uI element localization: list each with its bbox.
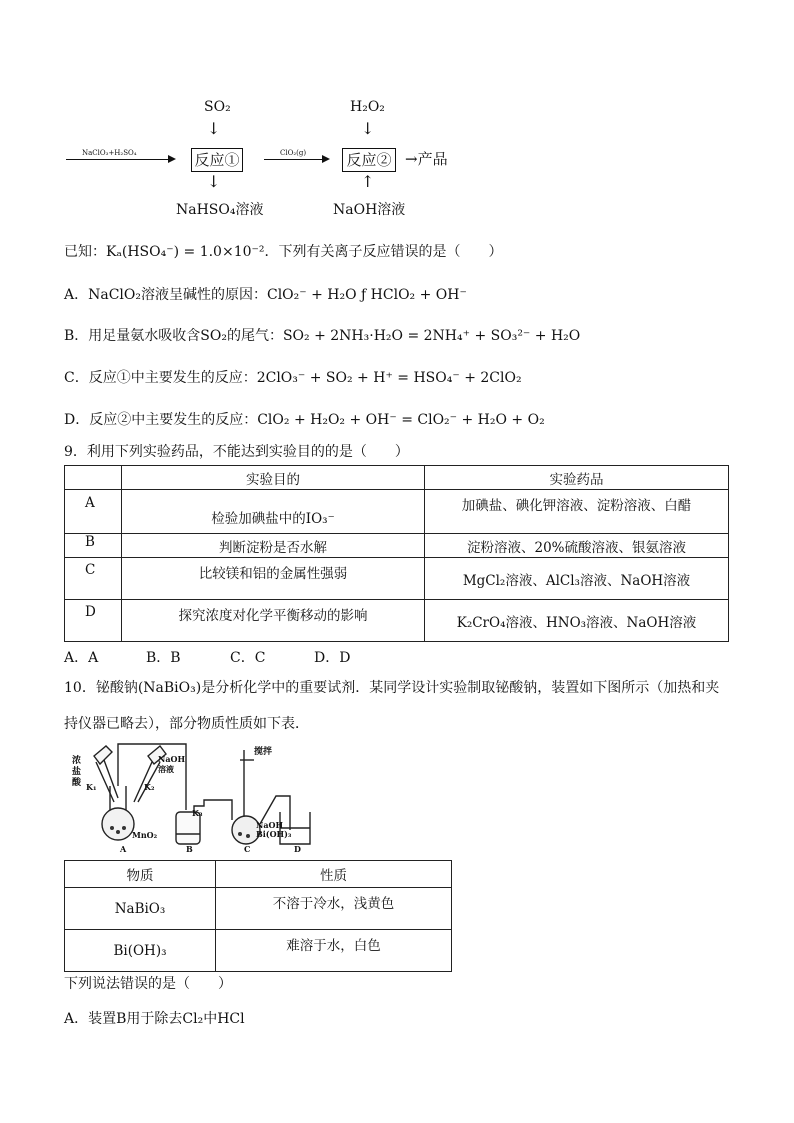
- row-reagents: 淀粉溶液、20%硫酸溶液、银氨溶液: [425, 534, 729, 558]
- reaction-box-1: 反应①: [191, 148, 243, 172]
- valve-k1: K₁: [86, 782, 97, 792]
- label-c: C: [244, 844, 251, 854]
- q10-properties-table: [64, 860, 452, 972]
- table-row: [65, 930, 452, 972]
- up-arrow-icon: ↑: [361, 172, 375, 191]
- label-naoh-1: NaOH: [158, 754, 186, 764]
- q9-answer-b: B．B: [146, 650, 181, 666]
- start-reagents-label: NaClO₃+H₂SO₄: [82, 149, 137, 157]
- arrow-line: [66, 159, 170, 160]
- property-cell: 难溶于水，白色: [216, 930, 452, 972]
- table-header-cell: 实验药品: [425, 466, 729, 490]
- q9-stem: 9．利用下列实验药品，不能达到实验目的的是（ ）: [64, 444, 409, 460]
- arrow-line: [264, 159, 324, 160]
- table-row: [65, 534, 729, 558]
- label-stir: 搅拌: [254, 747, 273, 757]
- q10-stem-line3: 下列说法错误的是（ ）: [64, 976, 232, 992]
- table-header-cell: 实验目的: [122, 466, 425, 490]
- label-acid: 酸: [72, 778, 82, 788]
- label-d: D: [294, 844, 301, 854]
- valve-k3: K₃: [192, 808, 203, 818]
- row-reagents: K₂CrO₄溶液、HNO₃溶液、NaOH溶液: [425, 600, 729, 642]
- label-bioh3: Bi(OH)₃: [256, 829, 292, 839]
- reaction-box-2: 反应②: [342, 148, 396, 172]
- q10-option-a: A．装置B用于除去Cl₂中HCl: [64, 1011, 245, 1027]
- product-label: →产品: [405, 150, 448, 168]
- row-purpose: 检验加碘盐中的IO₃⁻: [122, 490, 425, 534]
- label-conc: 浓: [72, 756, 82, 766]
- arrow-right-icon: [322, 155, 330, 163]
- q8-option-b: B．用足量氨水吸收含SO₂的尾气：SO₂ + 2NH₃·H₂O = 2NH₄⁺ + SO₃²⁻ + H₂O: [64, 328, 581, 344]
- label-b: B: [186, 844, 193, 854]
- clo2-gas-label: ClO₂(g): [280, 149, 307, 157]
- row-label: B: [65, 534, 122, 558]
- q10-stem-line2: 持仪器已略去），部分物质性质如下表．: [64, 716, 309, 732]
- q8-option-c: C．反应①中主要发生的反应：2ClO₃⁻ + SO₂ + H⁺ = HSO₄⁻ + 2ClO₂: [64, 370, 522, 386]
- reagent-so2: SO₂: [204, 99, 231, 115]
- label-mno2: MnO₂: [132, 830, 158, 840]
- q8-option-a: A．NaClO₂溶液呈碱性的原因：ClO₂⁻ + H₂O ƒ HClO₂ + OH⁻: [64, 287, 467, 303]
- q9-answer-c: C．C: [230, 650, 266, 666]
- valve-k2: K₂: [144, 782, 155, 792]
- row-purpose: 判断淀粉是否水解: [122, 534, 425, 558]
- table-row: [65, 558, 729, 600]
- substance-cell: NaBiO₃: [65, 888, 216, 930]
- down-arrow-icon: ↓: [207, 119, 221, 138]
- row-reagents: MgCl₂溶液、AlCl₃溶液、NaOH溶液: [425, 558, 729, 600]
- table-header-cell: 性质: [216, 861, 452, 888]
- q9-answer-d: D．D: [314, 650, 351, 666]
- down-arrow-icon: ↓: [207, 172, 221, 191]
- table-header-row: [65, 861, 452, 888]
- label-salt: 盐: [72, 767, 82, 777]
- label-a: A: [120, 844, 127, 854]
- row-purpose: 比较镁和铝的金属性强弱: [122, 558, 425, 600]
- row-label: D: [65, 600, 122, 642]
- table-row: [65, 490, 729, 534]
- known-condition: 已知：Kₐ(HSO₄⁻) = 1.0×10⁻²．下列有关离子反应错误的是（ ）: [64, 244, 503, 260]
- table-header-cell: 物质: [65, 861, 216, 888]
- q9-answer-a: A．A: [64, 650, 99, 666]
- reagent-naoh: NaOH溶液: [333, 202, 406, 218]
- table-row: [65, 888, 452, 930]
- table-header-row: [65, 466, 729, 490]
- label-naoh-2: NaOH: [256, 820, 284, 830]
- arrow-right-icon: [168, 155, 176, 163]
- q8-option-d: D．反应②中主要发生的反应：ClO₂ + H₂O₂ + OH⁻ = ClO₂⁻ + H₂O + O₂: [64, 412, 545, 428]
- byproduct-nahso4: NaHSO₄溶液: [176, 202, 264, 218]
- substance-cell: Bi(OH)₃: [65, 930, 216, 972]
- table-header-cell: [65, 466, 122, 490]
- table-row: [65, 600, 729, 642]
- row-purpose: 探究浓度对化学平衡移动的影响: [122, 600, 425, 642]
- q10-stem-line1: 10．铋酸钠(NaBiO₃)是分析化学中的重要试剂．某同学设计实验制取铋酸钠，装置如下图所示（加热和夹: [64, 680, 720, 696]
- row-label: C: [65, 558, 122, 600]
- label-solution: 溶液: [158, 764, 174, 774]
- down-arrow-icon: ↓: [361, 119, 375, 138]
- property-cell: 不溶于冷水，浅黄色: [216, 888, 452, 930]
- row-label: A: [65, 490, 122, 534]
- q9-table: [64, 465, 729, 642]
- apparatus-figure: [64, 740, 320, 860]
- row-reagents: 加碘盐、碘化钾溶液、淀粉溶液、白醋: [425, 490, 729, 534]
- reagent-h2o2: H₂O₂: [350, 99, 385, 115]
